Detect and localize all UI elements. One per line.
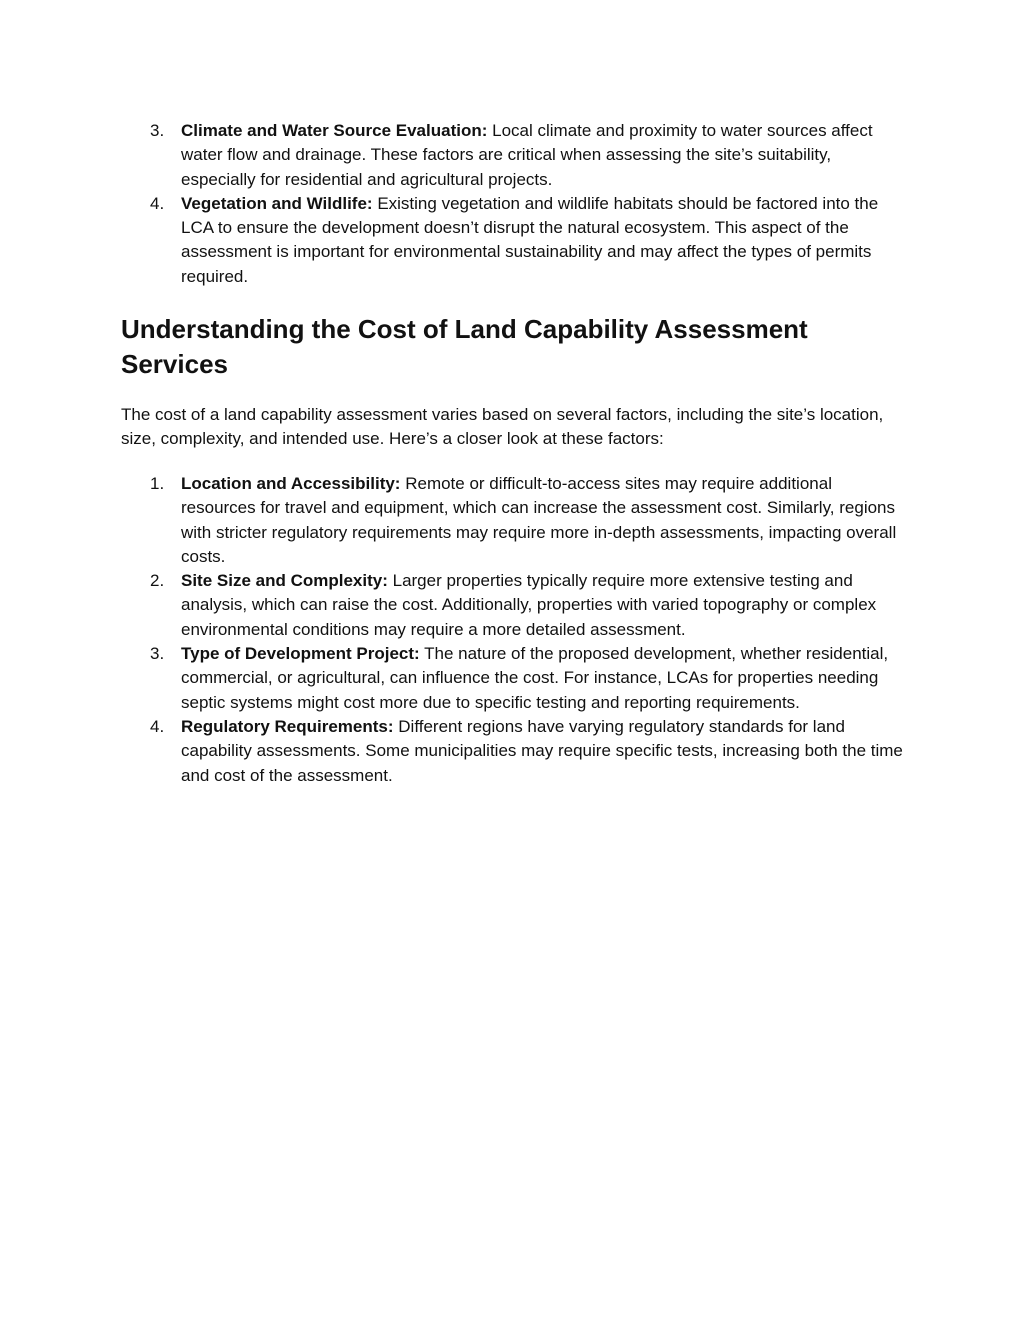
- list-item-text: Existing vegetation and wildlife habitats should be factored into the LCA to ensure the development doesn’t disrupt the natural ecosystem. This aspect of the assessment is important for environmental sustainability and may affect the types of permits required.: [181, 193, 879, 286]
- list-item-term: Climate and Water Source Evaluation:: [181, 121, 488, 140]
- list-item-term: Site Size and Complexity:: [181, 571, 388, 591]
- list-item-number: 2.: [150, 571, 165, 591]
- list-item-number: 3.: [150, 644, 165, 664]
- list-item: [0, 119, 906, 192]
- list-item: [0, 642, 906, 715]
- assessment-factors-list: [0, 119, 1024, 289]
- cost-factors-list: [0, 472, 1024, 788]
- intro-paragraph: The cost of a land capability assessment varies based on several factors, including the site’s location, size, complexity, and intended use. Here’s a closer look at these factors:: [121, 405, 884, 449]
- list-item-term: Vegetation and Wildlife:: [181, 193, 373, 213]
- list-item-number: 3.: [150, 121, 165, 140]
- section-heading: Understanding the Cost of Land Capability Assessment Services: [121, 314, 808, 379]
- list-item-number: 4.: [150, 716, 165, 736]
- list-item-term: Location and Accessibility:: [181, 474, 401, 493]
- list-item-number: 1.: [150, 474, 165, 493]
- list-item-text: Local climate and proximity to water sources affect water flow and drainage. These factors are critical when assessing the site’s suitability, especially for residential and agricultural projects.: [181, 121, 873, 189]
- list-item: [0, 192, 906, 289]
- list-item: [0, 569, 906, 642]
- list-item-text: Remote or difficult-to-access sites may require additional resources for travel and equipment, which can increase the assessment cost. Similarly, regions with stricter regulatory requirements may require more in-depth assessments, impacting overall costs.: [181, 474, 897, 566]
- list-item-text: The nature of the proposed development, whether residential, commercial, or agricultural, can influence the cost. For instance, LCAs for properties needing septic systems might cost more due to specific testing and reporting requirements.: [181, 644, 889, 712]
- list-item: [0, 472, 906, 569]
- list-item: [0, 715, 906, 788]
- list-item-term: Type of Development Project:: [181, 644, 420, 664]
- list-item-term: Regulatory Requirements:: [181, 716, 394, 736]
- list-item-text: Different regions have varying regulatory standards for land capability assessments. Some municipalities may require specific tests, increasing both the time and cost of the assessment.: [181, 716, 903, 785]
- list-item-text: Larger properties typically require more extensive testing and analysis, which can raise the cost. Additionally, properties with varied topography or complex environmental conditions may require a more detailed assessment.: [181, 571, 877, 639]
- list-item-number: 4.: [150, 193, 165, 213]
